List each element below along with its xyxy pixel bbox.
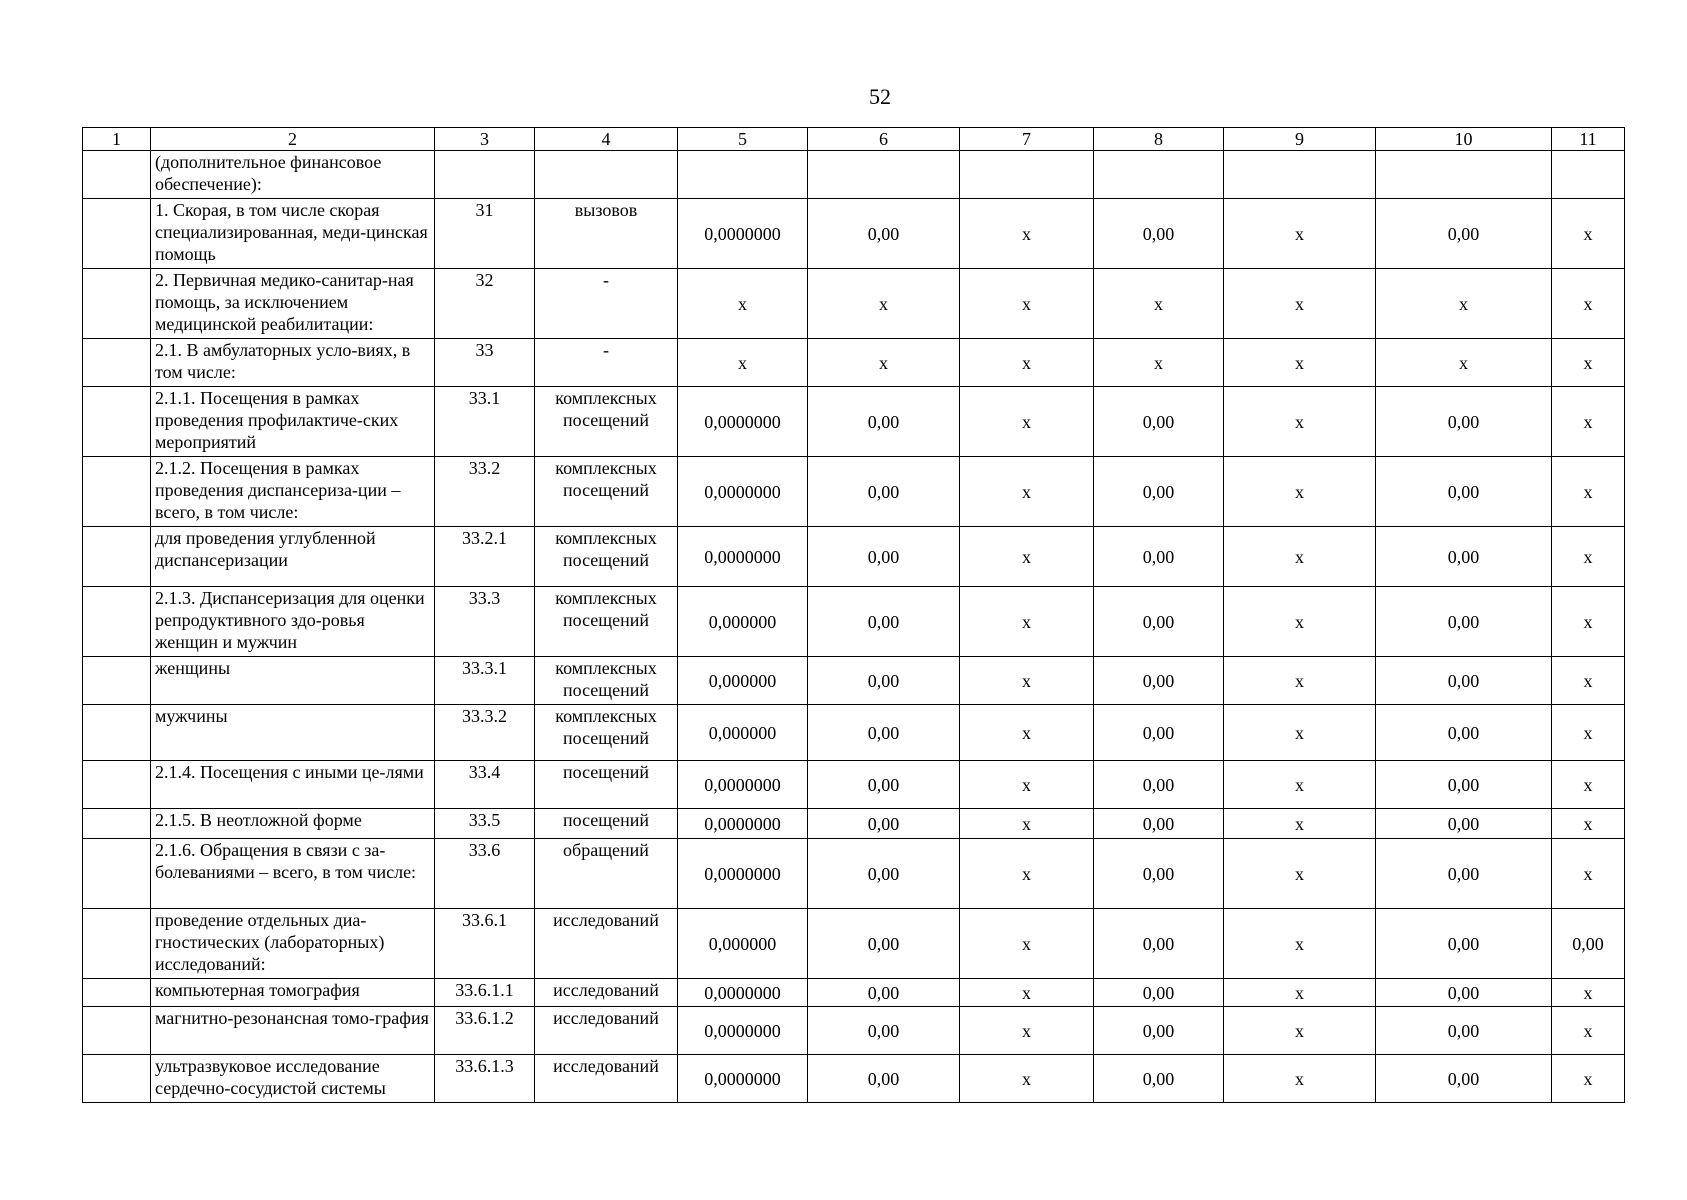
unit-of-measure: комплексных посещений (535, 587, 678, 657)
indicator-name: 2. Первичная медико-санитар-ная помощь, за исключением медицинской реабилитации: (151, 269, 435, 339)
value-cell-col-5: 0,000000 (678, 587, 808, 657)
value-cell-col-8: 0,00 (1094, 839, 1224, 909)
unit-of-measure: вызовов (535, 199, 678, 269)
table-row (83, 705, 1625, 761)
row-number-cell (83, 705, 151, 761)
value-cell-col-10: 0,00 (1376, 457, 1552, 527)
col-header: 1 (83, 128, 151, 151)
unit-of-measure: обращений (535, 839, 678, 909)
value-cell-col-8: 0,00 (1094, 705, 1224, 761)
indicator-name: 1. Скорая, в том числе скорая специализированная, меди-цинская помощь (151, 199, 435, 269)
header-row (83, 128, 1625, 151)
col-header: 11 (1552, 128, 1625, 151)
value-cell-col-11: x (1552, 705, 1625, 761)
value-cell-col-5: x (678, 269, 808, 339)
indicator-name: (дополнительное финансовое обеспечение): (151, 151, 435, 199)
row-code: 33.6.1.2 (435, 1007, 535, 1055)
row-code (435, 151, 535, 199)
value-cell-col-11 (1552, 151, 1625, 199)
value-cell-col-11: x (1552, 339, 1625, 387)
unit-of-measure: комплексных посещений (535, 387, 678, 457)
value-cell-col-9: x (1224, 587, 1376, 657)
value-cell-col-9: x (1224, 199, 1376, 269)
value-cell-col-5 (678, 151, 808, 199)
value-cell-col-10: 0,00 (1376, 657, 1552, 705)
value-cell-col-5: 0,0000000 (678, 199, 808, 269)
value-cell-col-8: 0,00 (1094, 457, 1224, 527)
value-cell-col-6: 0,00 (808, 809, 960, 839)
value-cell-col-8: 0,00 (1094, 909, 1224, 979)
row-code: 33.6 (435, 839, 535, 909)
unit-of-measure: исследований (535, 1007, 678, 1055)
table-row (83, 457, 1625, 527)
value-cell-col-8: x (1094, 339, 1224, 387)
value-cell-col-7: x (960, 705, 1094, 761)
row-code: 32 (435, 269, 535, 339)
row-number-cell (83, 761, 151, 809)
row-number-cell (83, 527, 151, 587)
row-number-cell (83, 657, 151, 705)
row-number-cell (83, 457, 151, 527)
indicator-name: 2.1.1. Посещения в рамках проведения профилактиче-ских мероприятий (151, 387, 435, 457)
value-cell-col-11: x (1552, 387, 1625, 457)
col-header: 4 (535, 128, 678, 151)
value-cell-col-8: 0,00 (1094, 979, 1224, 1007)
row-code: 33.1 (435, 387, 535, 457)
row-code: 33.6.1 (435, 909, 535, 979)
value-cell-col-6: 0,00 (808, 199, 960, 269)
row-code: 33.5 (435, 809, 535, 839)
value-cell-col-6: 0,00 (808, 705, 960, 761)
value-cell-col-9: x (1224, 339, 1376, 387)
value-cell-col-10: 0,00 (1376, 199, 1552, 269)
row-code: 33.2 (435, 457, 535, 527)
indicator-name: проведение отдельных диа-гностических (лабораторных) исследований: (151, 909, 435, 979)
col-header: 7 (960, 128, 1094, 151)
value-cell-col-9: x (1224, 839, 1376, 909)
value-cell-col-10: 0,00 (1376, 705, 1552, 761)
row-code: 33.3.2 (435, 705, 535, 761)
indicator-name: ультразвуковое исследование сердечно-сосудистой системы (151, 1055, 435, 1103)
value-cell-col-11: x (1552, 199, 1625, 269)
row-number-cell (83, 387, 151, 457)
value-cell-col-8: 0,00 (1094, 657, 1224, 705)
value-cell-col-11: x (1552, 839, 1625, 909)
value-cell-col-11: x (1552, 657, 1625, 705)
value-cell-col-10: x (1376, 339, 1552, 387)
row-number-cell (83, 269, 151, 339)
value-cell-col-5: 0,000000 (678, 657, 808, 705)
table-row (83, 151, 1625, 199)
value-cell-col-7: x (960, 761, 1094, 809)
indicator-name: 2.1. В амбулаторных усло-виях, в том числе: (151, 339, 435, 387)
value-cell-col-6: 0,00 (808, 761, 960, 809)
row-code: 33.2.1 (435, 527, 535, 587)
unit-of-measure: исследований (535, 1055, 678, 1103)
value-cell-col-6 (808, 151, 960, 199)
value-cell-col-8: 0,00 (1094, 527, 1224, 587)
value-cell-col-6: 0,00 (808, 839, 960, 909)
value-cell-col-7: x (960, 1007, 1094, 1055)
value-cell-col-5: 0,0000000 (678, 457, 808, 527)
row-code: 33.6.1.1 (435, 979, 535, 1007)
value-cell-col-9 (1224, 151, 1376, 199)
value-cell-col-8: 0,00 (1094, 387, 1224, 457)
value-cell-col-8: 0,00 (1094, 761, 1224, 809)
table-row (83, 269, 1625, 339)
value-cell-col-8: 0,00 (1094, 1007, 1224, 1055)
value-cell-col-8: 0,00 (1094, 199, 1224, 269)
value-cell-col-6: 0,00 (808, 657, 960, 705)
value-cell-col-7: x (960, 269, 1094, 339)
indicator-name: для проведения углубленной диспансеризации (151, 527, 435, 587)
unit-of-measure (535, 151, 678, 199)
table-row (83, 839, 1625, 909)
row-number-cell (83, 809, 151, 839)
row-code: 33.4 (435, 761, 535, 809)
value-cell-col-9: x (1224, 1007, 1376, 1055)
row-code: 33.3.1 (435, 657, 535, 705)
row-number-cell (83, 199, 151, 269)
indicator-name: 2.1.5. В неотложной форме (151, 809, 435, 839)
value-cell-col-6: 0,00 (808, 909, 960, 979)
value-cell-col-6: x (808, 339, 960, 387)
value-cell-col-10: 0,00 (1376, 761, 1552, 809)
value-cell-col-8: 0,00 (1094, 1055, 1224, 1103)
unit-of-measure: комплексных посещений (535, 527, 678, 587)
value-cell-col-7: x (960, 657, 1094, 705)
value-cell-col-6: 0,00 (808, 587, 960, 657)
value-cell-col-11: x (1552, 1055, 1625, 1103)
table-row (83, 1055, 1625, 1103)
row-code: 33.6.1.3 (435, 1055, 535, 1103)
table-row (83, 761, 1625, 809)
value-cell-col-11: 0,00 (1552, 909, 1625, 979)
row-number-cell (83, 979, 151, 1007)
value-cell-col-7 (960, 151, 1094, 199)
value-cell-col-5: 0,0000000 (678, 387, 808, 457)
indicator-name: компьютерная томография (151, 979, 435, 1007)
value-cell-col-6: 0,00 (808, 387, 960, 457)
value-cell-col-10: 0,00 (1376, 387, 1552, 457)
row-number-cell (83, 339, 151, 387)
table-row (83, 979, 1625, 1007)
value-cell-col-6: 0,00 (808, 979, 960, 1007)
value-cell-col-10: 0,00 (1376, 909, 1552, 979)
value-cell-col-5: 0,0000000 (678, 527, 808, 587)
row-code: 33 (435, 339, 535, 387)
row-number-cell (83, 1007, 151, 1055)
value-cell-col-5: 0,0000000 (678, 761, 808, 809)
row-number-cell (83, 909, 151, 979)
value-cell-col-5: 0,000000 (678, 909, 808, 979)
value-cell-col-9: x (1224, 657, 1376, 705)
value-cell-col-7: x (960, 339, 1094, 387)
value-cell-col-9: x (1224, 387, 1376, 457)
value-cell-col-8: 0,00 (1094, 809, 1224, 839)
table-row (83, 527, 1625, 587)
value-cell-col-10: 0,00 (1376, 527, 1552, 587)
unit-of-measure: посещений (535, 809, 678, 839)
value-cell-col-9: x (1224, 269, 1376, 339)
row-number-cell (83, 1055, 151, 1103)
col-header: 2 (151, 128, 435, 151)
value-cell-col-5: x (678, 339, 808, 387)
value-cell-col-5: 0,0000000 (678, 809, 808, 839)
value-cell-col-10: 0,00 (1376, 809, 1552, 839)
value-cell-col-10: 0,00 (1376, 1055, 1552, 1103)
value-cell-col-7: x (960, 387, 1094, 457)
value-cell-col-6: 0,00 (808, 527, 960, 587)
value-cell-col-9: x (1224, 527, 1376, 587)
value-cell-col-10: 0,00 (1376, 587, 1552, 657)
value-cell-col-6: x (808, 269, 960, 339)
value-cell-col-7: x (960, 1055, 1094, 1103)
value-cell-col-7: x (960, 839, 1094, 909)
table-row (83, 199, 1625, 269)
value-cell-col-5: 0,0000000 (678, 839, 808, 909)
value-cell-col-5: 0,0000000 (678, 1007, 808, 1055)
value-cell-col-11: x (1552, 457, 1625, 527)
col-header: 10 (1376, 128, 1552, 151)
value-cell-col-7: x (960, 199, 1094, 269)
value-cell-col-9: x (1224, 1055, 1376, 1103)
indicator-name: 2.1.4. Посещения с иными це-лями (151, 761, 435, 809)
row-number-cell (83, 839, 151, 909)
value-cell-col-6: 0,00 (808, 457, 960, 527)
value-cell-col-5: 0,0000000 (678, 1055, 808, 1103)
row-number-cell (83, 587, 151, 657)
table-row (83, 387, 1625, 457)
value-cell-col-7: x (960, 587, 1094, 657)
table-row (83, 587, 1625, 657)
unit-of-measure: исследований (535, 909, 678, 979)
col-header: 5 (678, 128, 808, 151)
table-row (83, 657, 1625, 705)
value-cell-col-10: 0,00 (1376, 979, 1552, 1007)
value-cell-col-11: x (1552, 1007, 1625, 1055)
value-cell-col-10: 0,00 (1376, 839, 1552, 909)
unit-of-measure: комплексных посещений (535, 705, 678, 761)
col-header: 6 (808, 128, 960, 151)
value-cell-col-7: x (960, 457, 1094, 527)
indicator-name: мужчины (151, 705, 435, 761)
value-cell-col-9: x (1224, 909, 1376, 979)
value-cell-col-11: x (1552, 979, 1625, 1007)
value-cell-col-9: x (1224, 457, 1376, 527)
table-row (83, 339, 1625, 387)
col-header: 9 (1224, 128, 1376, 151)
row-number-cell (83, 151, 151, 199)
unit-of-measure: комплексных посещений (535, 457, 678, 527)
indicator-name: 2.1.3. Диспансеризация для оценки репродуктивного здо-ровья женщин и мужчин (151, 587, 435, 657)
value-cell-col-8 (1094, 151, 1224, 199)
value-cell-col-7: x (960, 527, 1094, 587)
col-header: 8 (1094, 128, 1224, 151)
row-code: 31 (435, 199, 535, 269)
unit-of-measure: посещений (535, 761, 678, 809)
value-cell-col-11: x (1552, 527, 1625, 587)
table-row (83, 909, 1625, 979)
value-cell-col-10 (1376, 151, 1552, 199)
value-cell-col-9: x (1224, 705, 1376, 761)
indicator-name: 2.1.6. Обращения в связи с за-болеваниями – всего, в том числе: (151, 839, 435, 909)
indicator-name: 2.1.2. Посещения в рамках проведения диспансериза-ции – всего, в том числе: (151, 457, 435, 527)
unit-of-measure: - (535, 339, 678, 387)
value-cell-col-11: x (1552, 587, 1625, 657)
value-cell-col-9: x (1224, 979, 1376, 1007)
value-cell-col-8: 0,00 (1094, 587, 1224, 657)
value-cell-col-6: 0,00 (808, 1007, 960, 1055)
value-cell-col-9: x (1224, 761, 1376, 809)
value-cell-col-7: x (960, 909, 1094, 979)
value-cell-col-9: x (1224, 809, 1376, 839)
indicator-name: женщины (151, 657, 435, 705)
value-cell-col-7: x (960, 979, 1094, 1007)
unit-of-measure: - (535, 269, 678, 339)
unit-of-measure: комплексных посещений (535, 657, 678, 705)
value-cell-col-11: x (1552, 761, 1625, 809)
table-row (83, 809, 1625, 839)
value-cell-col-8: x (1094, 269, 1224, 339)
value-cell-col-11: x (1552, 269, 1625, 339)
value-cell-col-7: x (960, 809, 1094, 839)
indicator-name: магнитно-резонансная томо-графия (151, 1007, 435, 1055)
table-row (83, 1007, 1625, 1055)
value-cell-col-10: 0,00 (1376, 1007, 1552, 1055)
value-cell-col-5: 0,000000 (678, 705, 808, 761)
row-code: 33.3 (435, 587, 535, 657)
value-cell-col-11: x (1552, 809, 1625, 839)
value-cell-col-10: x (1376, 269, 1552, 339)
col-header: 3 (435, 128, 535, 151)
value-cell-col-5: 0,0000000 (678, 979, 808, 1007)
page-number: 52 (869, 84, 891, 109)
unit-of-measure: исследований (535, 979, 678, 1007)
value-cell-col-6: 0,00 (808, 1055, 960, 1103)
data-table (82, 127, 1625, 1103)
